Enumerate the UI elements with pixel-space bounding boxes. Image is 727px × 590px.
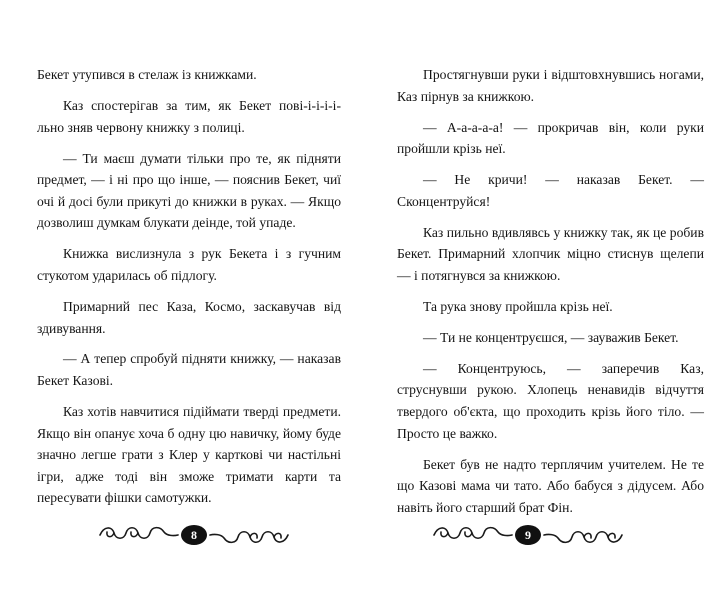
left-page: [37, 64, 341, 518]
paragraph: Книжка вислизнула з рук Бекета і з гучним стукотом ударилась об підлогу.: [37, 246, 341, 283]
paragraph: Каз спостерігав за тим, як Бекет пові-і-і-і-і-льно зняв червону книжку з полиці.: [37, 97, 341, 135]
paragraph: Простягнувши руки і відштовхнувшись ногами, Каз пірнув за книжкою.: [397, 67, 704, 104]
page-footer-left: [94, 520, 294, 550]
paragraph: Бекет був не надто терплячим учителем. Не те що Казові мама чи тато. Або бабуся з дідусем. Або навіть його старший брат Фін.: [397, 456, 704, 515]
paragraph: Бекет утупився в стелаж із книжками.: [37, 67, 257, 82]
paragraph: — А-а-а-а-а! — прокричав він, коли руки пройшли крізь неї.: [397, 119, 704, 157]
paragraph: — Ти маєш думати тільки про те, як підняти предмет, — і ні про що інше, — пояснив Бекет, чиї очі й досі були прикуті до книжки в руках. — Якщо дозволиш думкам блукати деінде, той упаде.: [37, 150, 341, 231]
page-number: 8: [191, 528, 197, 542]
paragraph: Каз пильно вдивлявсь у книжку так, як це робив Бекет. Примарний хлопчик міцно стиснув щелепи — і потягнувся за книжкою.: [397, 224, 704, 283]
paragraph: Та рука знову пройшла крізь неї.: [423, 298, 613, 314]
right-page: [397, 64, 704, 528]
paragraph: — А тепер спробуй підняти книжку, — наказав Бекет Казові.: [37, 351, 341, 389]
paragraph: — Не кричи! — наказав Бекет. — Сконцентруйся!: [397, 172, 704, 209]
paragraph: Каз хотів навчитися підіймати тверді предмети. Якщо він опанує хоча б одну цю навичку, йому буде значно легше грати з Клер у карткові чи настільні ігри, адже тоді він зможе тримати карти та пересувати фішки самотужки.: [37, 404, 341, 506]
paragraph: — Ти не концентруєшся, — зауважив Бекет.: [423, 329, 679, 345]
page-footer-right: [428, 520, 628, 550]
paragraph: — Концентруюсь, — заперечив Каз, струснувши рукою. Хлопець ненавидів відчуття твердого об'єкта, що проходить крізь його тіло. — Просто це важко.: [397, 360, 704, 441]
paragraph: Примарний пес Каза, Космо, заскавучав від здивування.: [37, 298, 341, 336]
page-number: 9: [525, 528, 531, 542]
